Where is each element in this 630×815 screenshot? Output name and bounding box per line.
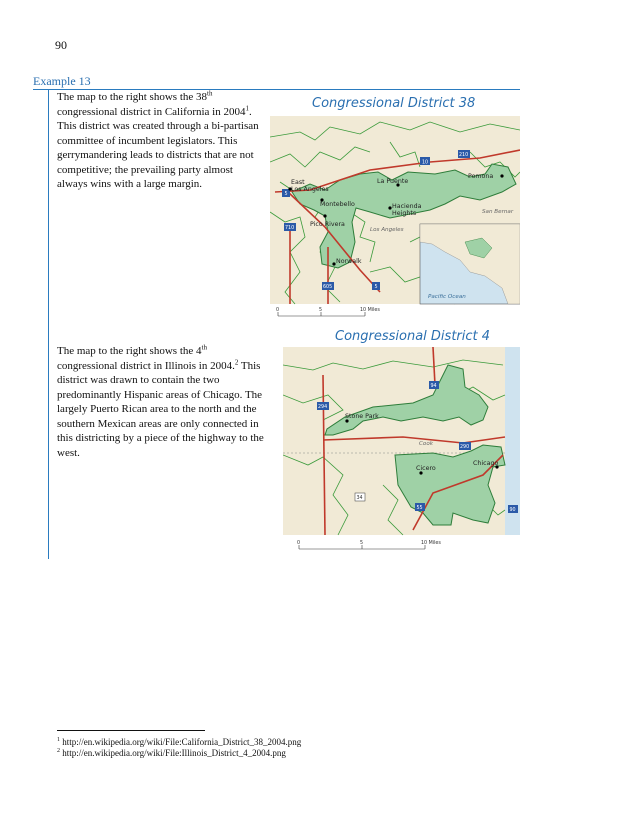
svg-text:605: 605 xyxy=(323,285,333,290)
svg-text:90: 90 xyxy=(509,508,516,513)
svg-text:5: 5 xyxy=(360,541,364,546)
svg-text:10 Miles: 10 Miles xyxy=(421,541,441,546)
map2-label-cicero: Cicero xyxy=(416,465,436,472)
svg-text:10 Miles: 10 Miles xyxy=(360,308,380,313)
map1-label-east: East xyxy=(291,179,305,186)
map1-label-los-angeles: Los Angeles xyxy=(291,186,329,193)
svg-text:0: 0 xyxy=(297,541,301,546)
map1-county-san-bernardino: San Bernar xyxy=(482,209,514,215)
page-number: 90 xyxy=(55,38,67,52)
map1-label-hacienda: Hacienda xyxy=(392,203,422,210)
map2-label-stone-park: Stone Park xyxy=(345,413,379,420)
svg-text:710: 710 xyxy=(285,226,295,231)
map-california-district-38 xyxy=(270,92,520,322)
map1-inset xyxy=(420,224,520,304)
map1-label-montebello: Montebello xyxy=(320,201,355,208)
map1-label-norwalk: Norwalk xyxy=(336,258,362,265)
svg-text:34: 34 xyxy=(356,496,363,501)
map1-county-los-angeles: Los Angeles xyxy=(370,227,404,233)
svg-text:294: 294 xyxy=(318,405,328,410)
example-label: Example 13 xyxy=(33,74,91,88)
svg-text:10: 10 xyxy=(422,160,429,166)
svg-text:5: 5 xyxy=(374,285,378,290)
map-illinois-district-4 xyxy=(283,325,520,555)
svg-text:94: 94 xyxy=(430,384,437,389)
svg-text:0: 0 xyxy=(276,308,280,313)
map2-county-cook: Cook xyxy=(419,441,433,447)
paragraph-california: The map to the right shows the 38th congressional district in California in 2004$^1$. This district was created through a bi-partisan committee of incumbent legislators. This gerrymandering leads to districts that are not competitive; the prevailing party almost always wins with a large margin. xyxy=(57,89,259,190)
footnote-2: $^2$ http://en.wikipedia.org/wiki/File:Illinois_District_4_2004.png xyxy=(57,748,286,758)
map1-inset-ocean: Pacific Ocean xyxy=(428,294,466,300)
map1-label-pomona: Pomona xyxy=(468,173,494,180)
map1-label-heights: Heights xyxy=(392,210,417,217)
map1-label-pico-rivera: Pico Rivera xyxy=(310,221,345,228)
map2-label-chicago: Chicago xyxy=(473,460,499,467)
svg-text:210: 210 xyxy=(459,153,469,158)
paragraph-illinois: The map to the right shows the 4th congressional district in Illinois in 2004.$^2$ This district was drawn to contain the two predominantly Hispanic areas of Chicago. The largely Puerto Rican area to the north and the southern Mexican areas are only connected in this districting by a piece of the highway to the west. xyxy=(57,343,264,459)
example-left-rule xyxy=(48,89,49,559)
svg-text:55: 55 xyxy=(416,506,423,511)
footnote-rule xyxy=(57,730,205,731)
svg-text:5: 5 xyxy=(319,308,323,313)
map2-scale-bar xyxy=(297,540,441,549)
map2-title: Congressional District 4 xyxy=(335,329,491,344)
map1-scale-bar xyxy=(276,307,380,316)
map1-label-la-puente: La Puente xyxy=(377,178,409,185)
svg-text:5: 5 xyxy=(284,192,288,197)
svg-text:290: 290 xyxy=(460,445,470,450)
footnote-1: $^1$ http://en.wikipedia.org/wiki/File:California_District_38_2004.png xyxy=(57,737,302,747)
map1-title: Congressional District 38 xyxy=(312,96,476,111)
